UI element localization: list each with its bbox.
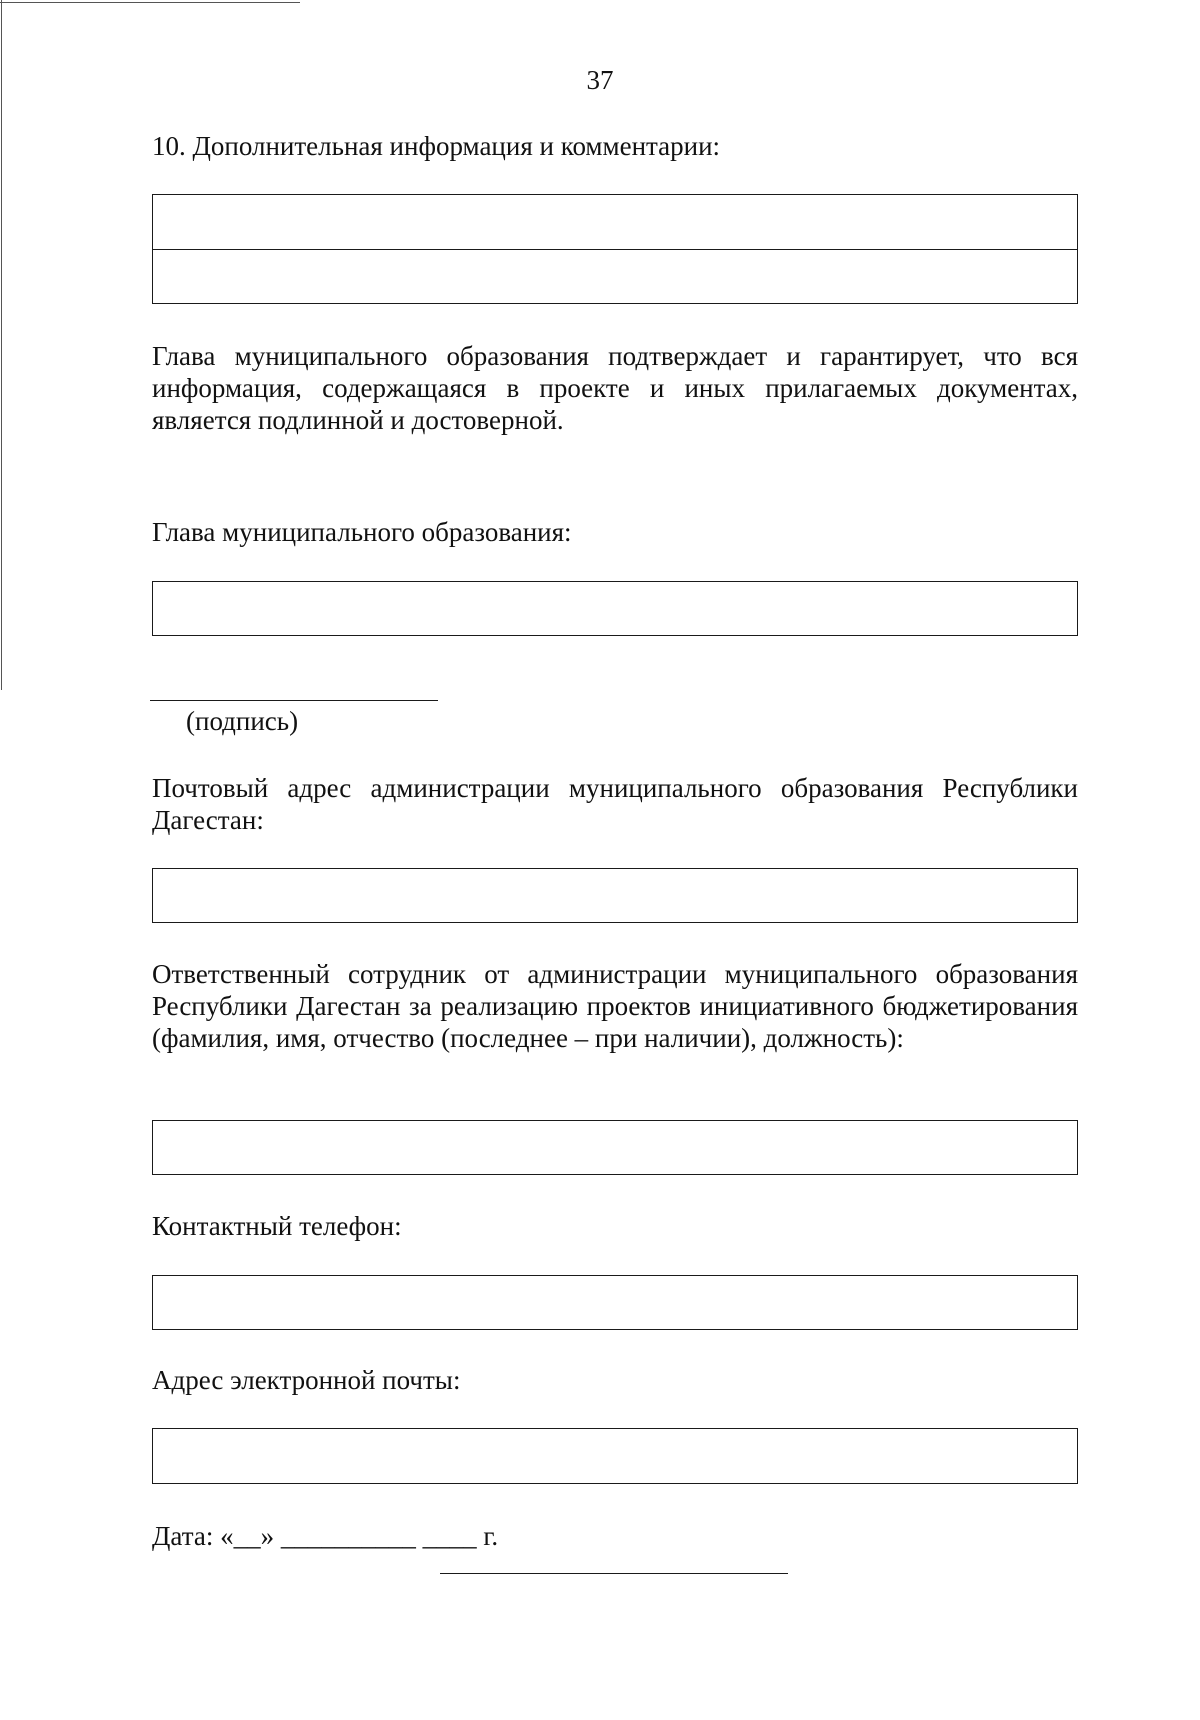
- comments-row-2[interactable]: [153, 249, 1077, 304]
- head-label: Глава муниципального образования:: [152, 517, 572, 547]
- email-label: Адрес электронной почты:: [152, 1365, 461, 1395]
- email-field[interactable]: [152, 1428, 1078, 1484]
- phone-field[interactable]: [152, 1275, 1078, 1330]
- responsible-employee-label: Ответственный сотрудник от администрации муниципального образования Республики Дагестан за реализацию проектов инициативного бюджетирования (фамилия, имя, отчество (последнее – при наличии), должность):: [152, 959, 1078, 1053]
- responsible-employee-field[interactable]: [152, 1120, 1078, 1175]
- section-heading: 10. Дополнительная информация и комментарии:: [152, 131, 721, 161]
- scan-edge-top: [0, 2, 300, 3]
- head-name-field[interactable]: [152, 581, 1078, 636]
- bottom-separator-line: [440, 1573, 788, 1574]
- comments-row-1[interactable]: [153, 195, 1077, 249]
- scan-edge-left: [1, 0, 2, 690]
- postal-address-field[interactable]: [152, 868, 1078, 923]
- signature-caption: (подпись): [186, 706, 299, 736]
- signature-line: [150, 700, 438, 701]
- page-number: 37: [586, 65, 614, 95]
- phone-label: Контактный телефон:: [152, 1211, 402, 1241]
- postal-address-label: Почтовый адрес администрации муниципального образования Республики Дагестан:: [152, 773, 1078, 835]
- date-line: Дата: «__» __________ ____ г.: [152, 1521, 499, 1551]
- guarantee-statement: Глава муниципального образования подтверждает и гарантирует, что вся информация, содержащаяся в проекте и иных прилагаемых документах, является подлинной и достоверной.: [152, 341, 1078, 435]
- comments-field: [152, 194, 1078, 304]
